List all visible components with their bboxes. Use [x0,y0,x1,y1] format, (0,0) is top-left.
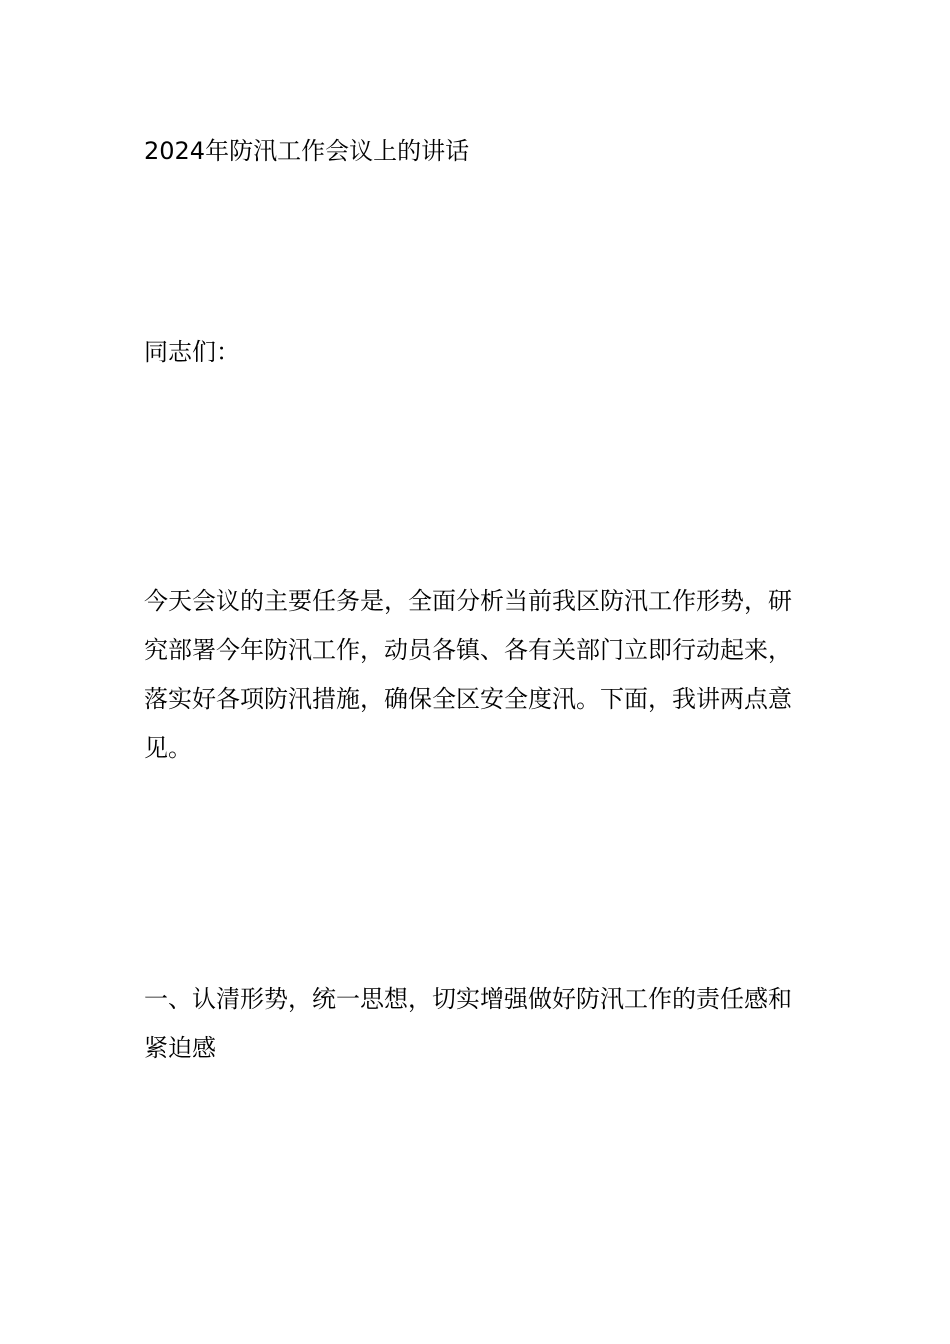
body-paragraph: 今天会议的主要任务是，全面分析当前我区防汛工作形势，研究部署今年防汛工作，动员各镇、各有关部门立即行动起来，落实好各项防汛措施，确保全区安全度汛。下面，我讲两点意见。 [144,587,792,762]
salutation: 同志们： [144,338,240,366]
section-heading: 一、认清形势，统一思想，切实增强做好防汛工作的责任感和紧迫感 [144,985,792,1062]
document-title: 2024年防汛工作会议上的讲话 [144,137,470,165]
